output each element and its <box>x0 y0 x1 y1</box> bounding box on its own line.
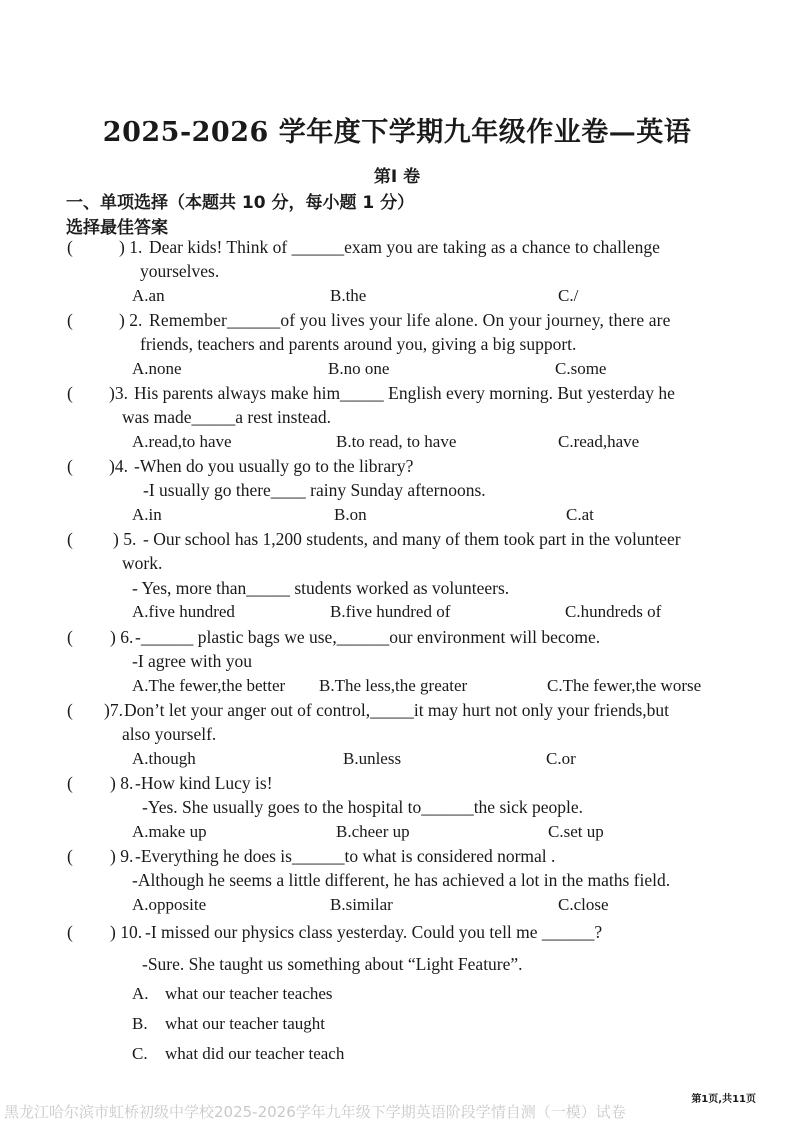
question-text-cont: -Although he seems a little different, he has achieved a lot in the maths field. <box>132 870 671 890</box>
option-a: A. <box>132 984 149 1003</box>
question-text: His parents always make him_____ English every morning. But yesterday he <box>134 383 675 403</box>
question-text-cont: work. <box>122 553 163 573</box>
section-heading: 一、单项选择（本题共 10 分，每小题 1 分） <box>66 193 415 213</box>
page-title: 2025-2026 学年度下学期九年级作业卷—英语 <box>102 117 692 148</box>
option-a: A.read,to have <box>132 432 232 451</box>
option-a: A.make up <box>132 822 207 841</box>
option-c: C.at <box>566 505 594 524</box>
option-b: B. <box>132 1014 148 1033</box>
option-a: A.none <box>132 359 182 378</box>
question-text: -Everything he does is______to what is considered normal . <box>135 846 556 866</box>
question-text-cont: friends, teachers and parents around you, giving a big support. <box>140 334 577 354</box>
question-text: - Our school has 1,200 students, and many of them took part in the volunteer <box>143 529 681 549</box>
question-text: -______ plastic bags we use,______our environment will become. <box>135 627 601 647</box>
option-c: C.The fewer,the worse <box>547 676 702 695</box>
answer-paren: ( <box>67 700 73 720</box>
question-number: ) 6. <box>110 627 134 647</box>
option-b: B.the <box>330 286 367 305</box>
option-b-text: what our teacher taught <box>165 1014 326 1033</box>
option-c: C.close <box>558 895 609 914</box>
option-c-text: what did our teacher teach <box>165 1044 345 1063</box>
answer-paren: ( <box>67 383 73 403</box>
source-watermark: 黑龙江哈尔滨市虹桥初级中学校2025-2026学年九年级下学期英语阶段学情自测（一模）试卷 <box>4 1103 626 1121</box>
question-text: Dear kids! Think of ______exam you are taking as a chance to challenge <box>149 237 660 257</box>
question-text-cont: -Sure. She taught us something about “Light Feature”. <box>142 954 523 974</box>
question-number: ) 2. <box>119 310 143 330</box>
option-b: B.on <box>334 505 367 524</box>
question-text-cont: -I usually go there____ rainy Sunday afternoons. <box>143 480 486 500</box>
option-c: C. <box>132 1044 148 1063</box>
option-b: B.similar <box>330 895 393 914</box>
question-number: )7. <box>104 700 123 720</box>
option-b: B.unless <box>343 749 402 768</box>
option-a: A.The fewer,the better <box>132 676 286 695</box>
option-a: A.opposite <box>132 895 207 914</box>
question-text: Remember______of you lives your life alone. On your journey, there are <box>149 310 671 330</box>
answer-paren: ( <box>67 846 73 866</box>
question-number: ) 1. <box>119 237 143 257</box>
option-a: A.five hundred <box>132 602 235 621</box>
volume-heading: 第Ⅰ 卷 <box>373 167 421 187</box>
question-number: ) 8. <box>110 773 134 793</box>
answer-paren: ( <box>67 529 73 549</box>
question-number: )4. <box>109 456 128 476</box>
page-number: 第1页,共11页 <box>691 1094 756 1105</box>
option-b: B.no one <box>328 359 390 378</box>
answer-paren: ( <box>67 773 73 793</box>
question-text-reply: - Yes, more than_____ students worked as volunteers. <box>132 578 510 598</box>
option-c: C.read,have <box>558 432 640 451</box>
question-text: Don’t let your anger out of control,_____it may hurt not only your friends,but <box>124 700 670 720</box>
option-a: A.an <box>132 286 165 305</box>
option-c: C./ <box>558 286 579 305</box>
answer-paren: ( <box>67 456 73 476</box>
question-text-cont: -I agree with you <box>132 651 253 671</box>
question-number: )3. <box>109 383 128 403</box>
option-c: C.hundreds of <box>565 602 662 621</box>
question-text: -I missed our physics class yesterday. Could you tell me ______? <box>145 922 603 942</box>
option-c: C.some <box>555 359 607 378</box>
question-number: ) 9. <box>110 846 134 866</box>
option-a: A.in <box>132 505 162 524</box>
question-text: -How kind Lucy is! <box>135 773 273 793</box>
option-b: B.to read, to have <box>336 432 457 451</box>
option-b: B.The less,the greater <box>319 676 468 695</box>
question-text-cont: also yourself. <box>122 724 217 744</box>
option-c: C.or <box>546 749 576 768</box>
question-text: -When do you usually go to the library? <box>134 456 414 476</box>
instruction-heading: 选择最佳答案 <box>66 218 168 238</box>
option-a: A.though <box>132 749 196 768</box>
answer-paren: ( <box>67 237 73 257</box>
question-text-cont: -Yes. She usually goes to the hospital to______the sick people. <box>142 797 584 817</box>
question-number: ) 10. <box>110 922 143 942</box>
option-a-text: what our teacher teaches <box>165 984 333 1003</box>
option-b: B.five hundred of <box>330 602 451 621</box>
answer-paren: ( <box>67 627 73 647</box>
question-text-cont: was made_____a rest instead. <box>122 407 331 427</box>
question-text-cont: yourselves. <box>140 261 220 281</box>
question-number: ) 5. <box>113 529 137 549</box>
option-c: C.set up <box>548 822 604 841</box>
answer-paren: ( <box>67 310 73 330</box>
answer-paren: ( <box>67 922 73 942</box>
option-b: B.cheer up <box>336 822 410 841</box>
